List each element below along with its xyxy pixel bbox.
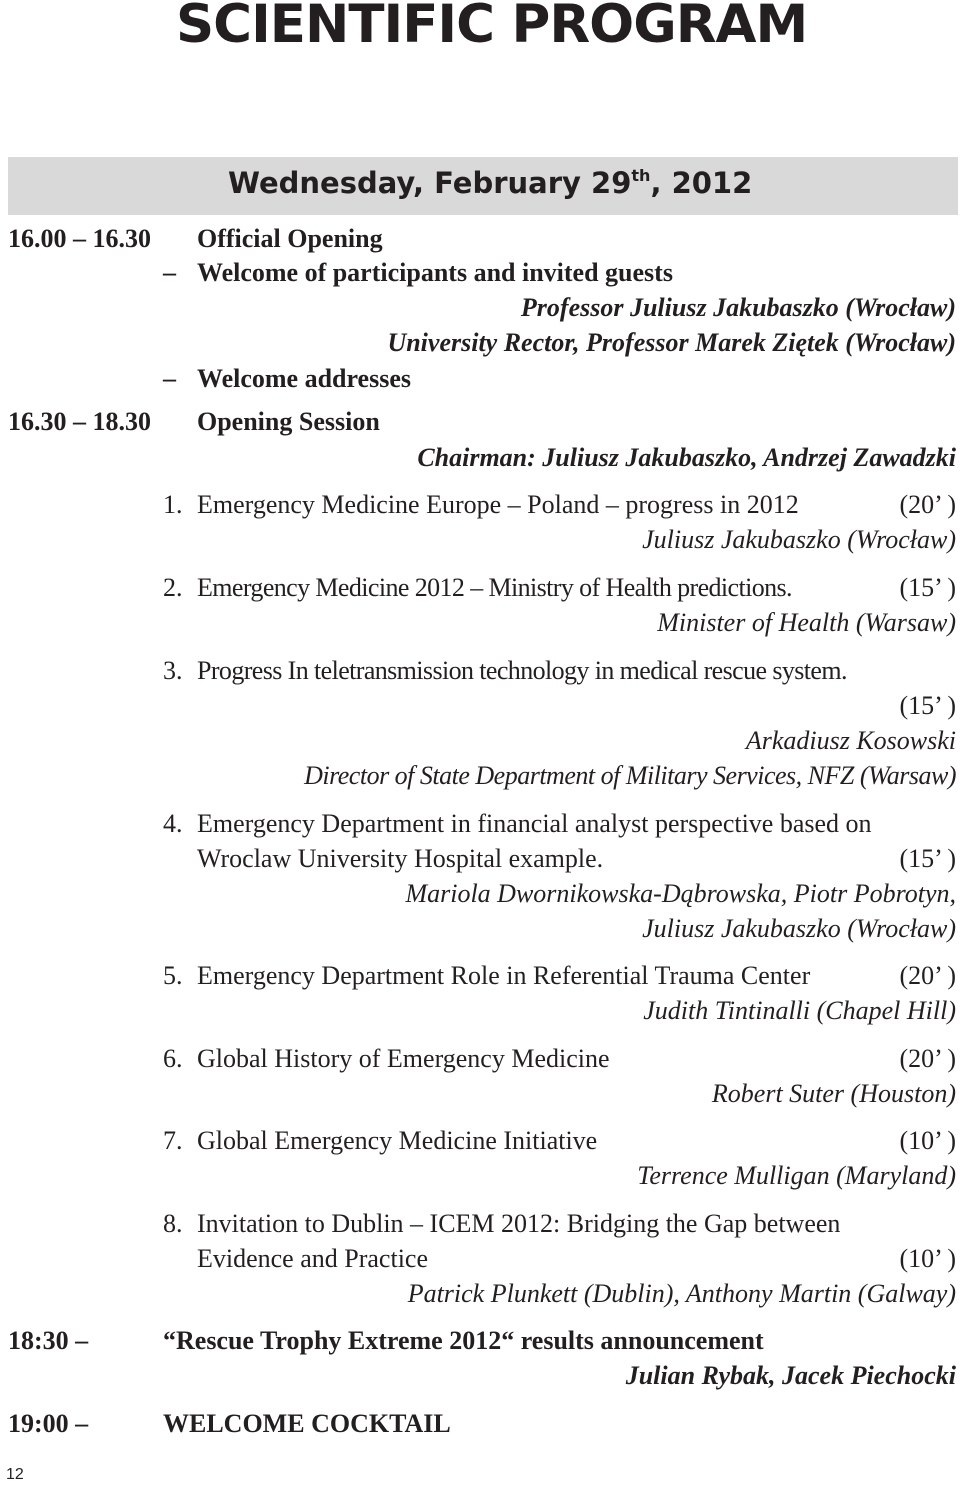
session-title: Opening Session <box>197 407 380 436</box>
opening-line-1: Welcome of participants and invited guests <box>197 258 673 287</box>
talk-duration: (10’ ) <box>899 1244 956 1273</box>
talk-title: Emergency Department in financial analyst perspective based on <box>197 809 872 838</box>
day-sup: th <box>631 166 651 185</box>
talk-title: Emergency Department Role in Referential Trauma Center <box>197 961 811 990</box>
talk-number: 4. <box>163 809 183 838</box>
talk-speaker: Arkadiusz Kosowski <box>745 726 956 755</box>
cocktail-time: 19:00 – <box>8 1409 89 1438</box>
talk-duration: (15’ ) <box>899 844 956 873</box>
talk-title-line-2: Evidence and Practice <box>197 1244 428 1273</box>
page-number: 12 <box>6 1466 24 1483</box>
cocktail-title: WELCOME COCKTAIL <box>163 1409 451 1438</box>
talk-title: Emergency Medicine 2012 – Ministry of Health predictions. <box>197 573 792 602</box>
talk-duration: (20’ ) <box>899 1044 956 1073</box>
session-chairman: Chairman: Juliusz Jakubaszko, Andrzej Zawadzki <box>417 443 956 472</box>
talk-speaker: Juliusz Jakubaszko (Wrocław) <box>642 525 956 554</box>
day-title <box>228 166 752 200</box>
talk-duration: (15’ ) <box>899 691 956 720</box>
trophy-speakers: Julian Rybak, Jacek Piechocki <box>625 1361 956 1390</box>
talk-title: Global History of Emergency Medicine <box>197 1044 610 1073</box>
opening-line-2: Welcome addresses <box>197 364 411 393</box>
talk-title: Global Emergency Medicine Initiative <box>197 1126 598 1155</box>
talk-number: 8. <box>163 1209 183 1238</box>
talk-number: 2. <box>163 573 183 602</box>
talk-title-line-2: Wroclaw University Hospital example. <box>197 844 604 873</box>
trophy-time: 18:30 – <box>8 1326 89 1355</box>
talk-number: 5. <box>163 961 183 990</box>
talk-duration: (20’ ) <box>899 961 956 990</box>
opening-dash-1: – <box>163 258 176 287</box>
trophy-title: “Rescue Trophy Extreme 2012“ results announcement <box>163 1326 764 1355</box>
talk-speaker-line-2: Director of State Department of Military Services, NFZ (Warsaw) <box>304 761 956 790</box>
talk-speaker: Mariola Dwornikowska-Dąbrowska, Piotr Pobrotyn, <box>405 879 956 908</box>
opening-speaker-2: University Rector, Professor Marek Ziętek (Wrocław) <box>387 328 956 357</box>
talk-number: 3. <box>163 656 183 685</box>
talk-duration: (15’ ) <box>899 573 956 602</box>
talk-number: 1. <box>163 490 183 519</box>
session-time: 16.30 – 18.30 <box>8 407 151 436</box>
talk-title: Progress In teletransmission technology in medical rescue system. <box>197 656 847 685</box>
talk-speaker: Judith Tintinalli (Chapel Hill) <box>643 996 956 1025</box>
talk-speaker: Patrick Plunkett (Dublin), Anthony Martin (Galway) <box>407 1279 956 1308</box>
opening-dash-2: – <box>163 364 176 393</box>
talk-title: Invitation to Dublin – ICEM 2012: Bridging the Gap between <box>197 1209 841 1238</box>
talk-number: 6. <box>163 1044 183 1073</box>
talk-duration: (20’ ) <box>899 490 956 519</box>
talk-speaker: Terrence Mulligan (Maryland) <box>637 1161 956 1190</box>
opening-speaker-1: Professor Juliusz Jakubaszko (Wrocław) <box>520 293 956 322</box>
talk-title: Emergency Medicine Europe – Poland – progress in 2012 <box>197 490 799 519</box>
talk-speaker-line-2: Juliusz Jakubaszko (Wrocław) <box>642 914 956 943</box>
talk-number: 7. <box>163 1126 183 1155</box>
opening-time: 16.00 – 16.30 <box>8 224 151 253</box>
talk-speaker: Robert Suter (Houston) <box>711 1079 956 1108</box>
opening-title: Official Opening <box>197 224 383 253</box>
day-year: , 2012 <box>650 166 753 200</box>
talk-speaker: Minister of Health (Warsaw) <box>657 608 956 637</box>
talk-duration: (10’ ) <box>899 1126 956 1155</box>
day-label: Wednesday, February 29 <box>228 166 632 200</box>
page-title: SCIENTIFIC PROGRAM <box>176 0 808 55</box>
